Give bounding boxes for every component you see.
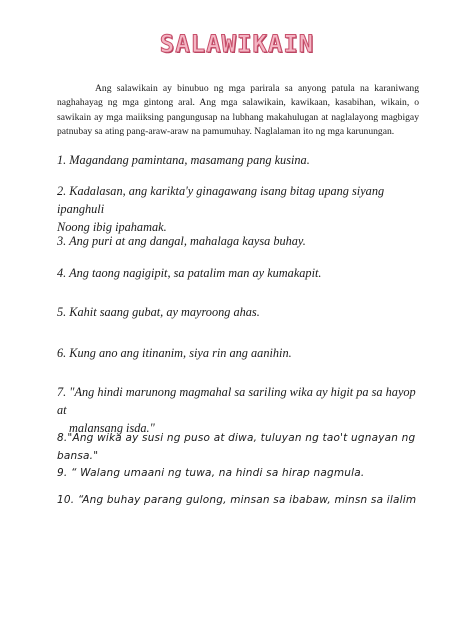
proverb-item-3: 3. Ang puri at ang dangal, mahalaga kaysa buhay. [57, 234, 306, 248]
proverb-item-2-line1: 2. Kadalasan, ang karikta'y ginagawang isang bitag upang siyang ipanghuli [57, 184, 385, 216]
intro-paragraph: Ang salawikain ay binubuo ng mga parirala sa anyong patula na karaniwang naghahayag ng mga gintong aral. Ang mga salawikain, kawikaan, kasabihan, wikain, o sawikain ay mga maiiksing pangungusap na lubhang makahulugan at naglalayong magbigay patnubay sa ating pang-araw-araw na pamumuhay. Naglalaman ito ng mga karunungan. [57, 83, 419, 137]
proverb-item-7-line1: 7. "Ang hindi marunong magmahal sa sariling wika ay higit pa sa hayop at [57, 385, 416, 417]
proverb-item-4: 4. Ang taong nagigipit, sa patalim man ay kumakapit. [57, 266, 322, 280]
proverb-item-1: 1. Magandang pamintana, masamang pang kusina. [57, 153, 310, 167]
proverb-item-7-line2: malansang isda." [69, 421, 155, 435]
proverb-item-9: 9. “ Walang umaani ng tuwa, na hindi sa hirap nagmula. [57, 467, 365, 479]
proverb-item-6: 6. Kung ano ang itinanim, siya rin ang aanihin. [57, 346, 292, 360]
title-container [0, 30, 474, 58]
page-title: SALAWIKAIN [159, 30, 315, 58]
proverb-item-2 [57, 182, 427, 236]
proverb-item-10: 10. “Ang buhay parang gulong, minsan sa ibabaw, minsn sa ilalim [57, 494, 417, 506]
proverb-item-2-line2: Noong ibig ipahamak. [57, 220, 167, 234]
proverb-item-5: 5. Kahit saang gubat, ay mayroong ahas. [57, 305, 260, 319]
proverb-item-8: 8."Ang wika ay susi ng puso at diwa, tuluyan ng tao't ugnayan ng bansa." [57, 432, 416, 462]
